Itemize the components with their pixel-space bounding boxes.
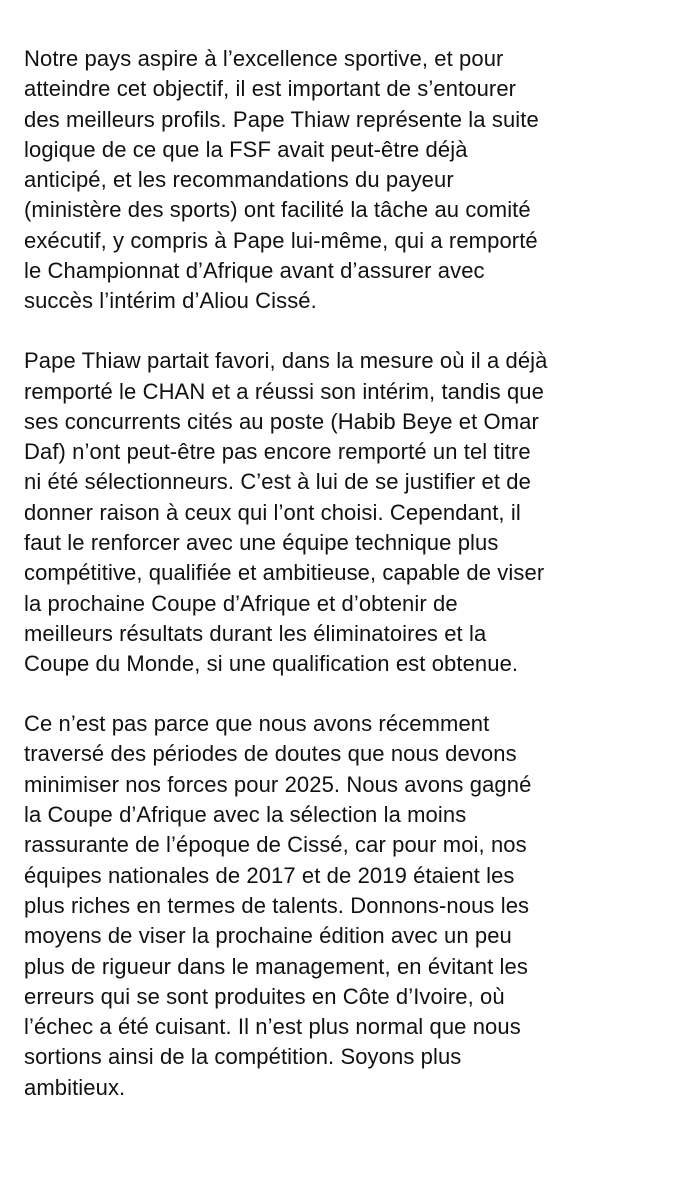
- paragraph-line: meilleurs résultats durant les éliminatoires et la: [24, 620, 487, 646]
- paragraph-line: remporté le CHAN et a réussi son intérim, tandis que: [24, 378, 544, 404]
- paragraph-line: minimiser nos forces pour 2025. Nous avons gagné: [24, 771, 532, 797]
- paragraph-line: sortions ainsi de la compétition. Soyons plus: [24, 1044, 462, 1070]
- paragraph-line: Pape Thiaw partait favori, dans la mesure où il a déjà: [24, 348, 548, 374]
- paragraph-line: Ce n’est pas parce que nous avons récemment: [24, 711, 490, 737]
- paragraph-line: Coupe du Monde, si une qualification est obtenue.: [24, 651, 519, 677]
- paragraph-1: [24, 44, 684, 317]
- paragraph-line: exécutif, y compris à Pape lui-même, qui a remporté: [24, 227, 538, 253]
- paragraph-line: donner raison à ceux qui l’ont choisi. Cependant, il: [24, 499, 521, 525]
- paragraph-line: ni été sélectionneurs. C’est à lui de se justifier et de: [24, 469, 531, 495]
- paragraph-line: équipes nationales de 2017 et de 2019 étaient les: [24, 862, 515, 888]
- paragraph-line: la prochaine Coupe d’Afrique et d’obtenir de: [24, 590, 458, 616]
- paragraph-line: anticipé, et les recommandations du payeur: [24, 167, 454, 193]
- paragraph-line: des meilleurs profils. Pape Thiaw représente la suite: [24, 106, 539, 132]
- paragraph-line: l’échec a été cuisant. Il n’est plus normal que nous: [24, 1014, 521, 1040]
- paragraph-line: le Championnat d’Afrique avant d’assurer avec: [24, 258, 485, 284]
- document-body: [24, 44, 684, 1133]
- paragraph-2: [24, 346, 684, 679]
- paragraph-line: Notre pays aspire à l’excellence sportive, et pour: [24, 46, 504, 71]
- paragraph-line: logique de ce que la FSF avait peut-être déjà: [24, 136, 468, 162]
- paragraph-line: erreurs qui se sont produites en Côte d’Ivoire, où: [24, 983, 505, 1009]
- paragraph-line: moyens de viser la prochaine édition avec un peu: [24, 923, 512, 949]
- paragraph-line: compétitive, qualifiée et ambitieuse, capable de viser: [24, 560, 545, 586]
- paragraph-line: plus de rigueur dans le management, en évitant les: [24, 953, 528, 979]
- paragraph-line: succès l’intérim d’Aliou Cissé.: [24, 288, 317, 314]
- paragraph-line: traversé des périodes de doutes que nous devons: [24, 741, 517, 767]
- paragraph-line: faut le renforcer avec une équipe technique plus: [24, 530, 499, 556]
- paragraph-line: ambitieux.: [24, 1074, 126, 1100]
- paragraph-line: la Coupe d’Afrique avec la sélection la moins: [24, 802, 467, 828]
- paragraph-line: plus riches en termes de talents. Donnons-nous les: [24, 892, 530, 918]
- paragraph-line: rassurante de l’époque de Cissé, car pour moi, nos: [24, 832, 527, 858]
- paragraph-line: Daf) n’ont peut-être pas encore remporté un tel titre: [24, 439, 531, 465]
- paragraph-line: (ministère des sports) ont facilité la tâche au comité: [24, 197, 531, 223]
- paragraph-3: [24, 709, 684, 1103]
- paragraph-line: atteindre cet objectif, il est important de s’entourer: [24, 76, 517, 102]
- paragraph-line: ses concurrents cités au poste (Habib Beye et Omar: [24, 408, 539, 434]
